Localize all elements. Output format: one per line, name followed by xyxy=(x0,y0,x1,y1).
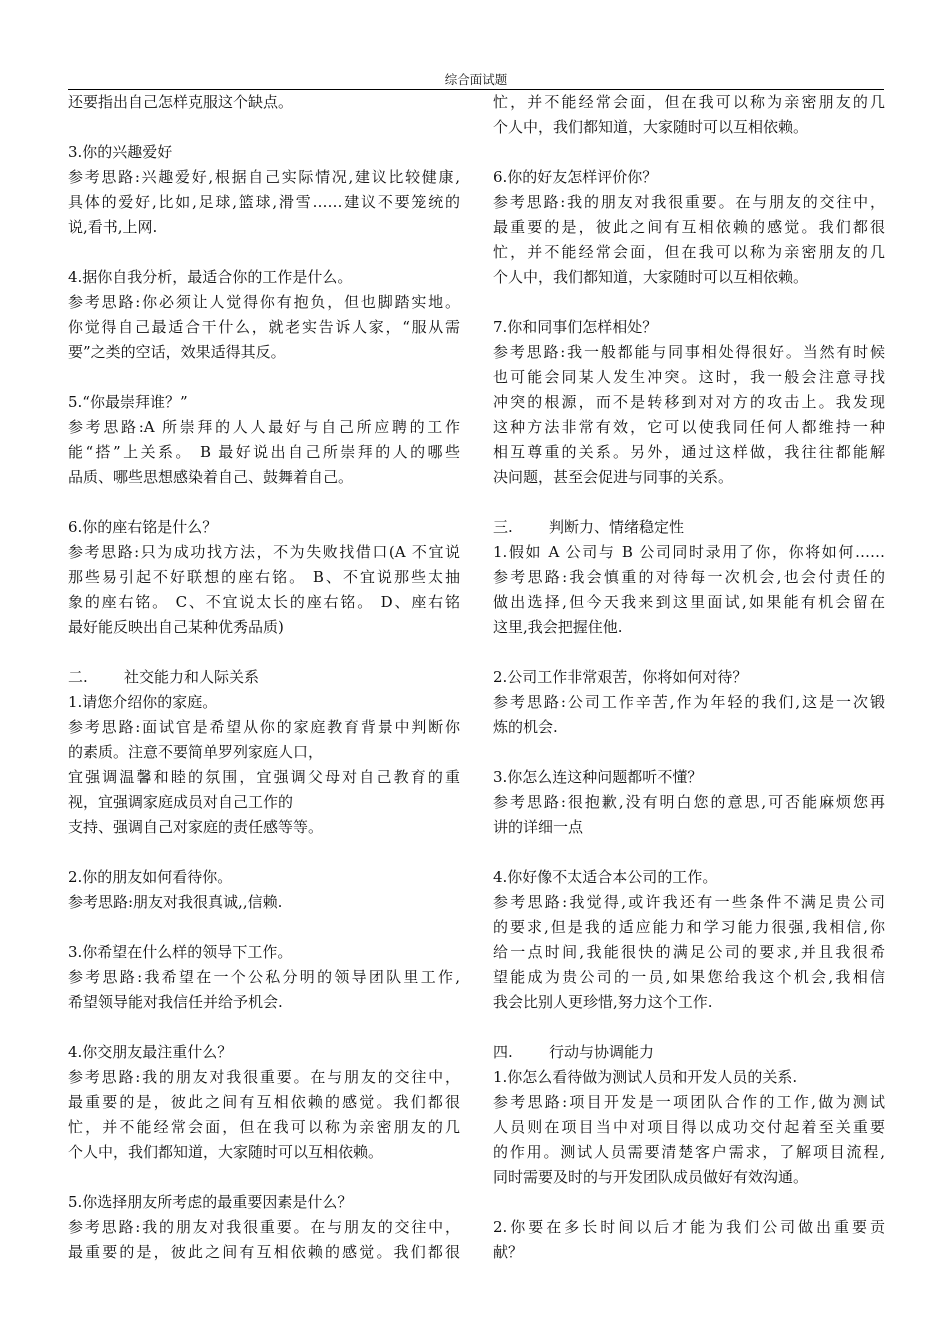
text-line: 能“搭”上关系。 B 最好说出自己所崇拜的人的哪些 xyxy=(68,443,460,461)
text-line: 相互尊重的关系。另外，通过这样做，我往往都能解 xyxy=(493,443,885,461)
text-line: 做出选择,但今天我来到这里面试,如果能有机会留在 xyxy=(493,593,885,611)
blank-line xyxy=(68,840,460,865)
text-line: 视，宜强调家庭成员对自己工作的 xyxy=(68,793,294,811)
text-line: 我会比别人更珍惜,努力这个工作. xyxy=(493,993,713,1011)
blank-line xyxy=(68,490,460,515)
blank-line xyxy=(68,1165,460,1190)
text-line: 参考思路:只为成功找方法，不为失败找借口(A 不宜说 xyxy=(68,543,460,561)
text-line: 炼的机会. xyxy=(493,718,558,736)
text-line: 说,看书,上网. xyxy=(68,218,158,236)
text-line: 4.你交朋友最注重什么？ xyxy=(68,1043,233,1061)
text-line: 象的座右铭。 C、不宜说太长的座右铭。 D、座右铭 xyxy=(68,593,460,611)
text-line: 同时需要及时的与开发团队成员做好有效沟通。 xyxy=(493,1168,809,1186)
blank-line xyxy=(68,1015,460,1040)
text-line: 个人中，我们都知道，大家随时可以互相依赖。 xyxy=(493,118,809,136)
text-line: 希望领导能对我信任并给予机会. xyxy=(68,993,283,1011)
text-line: 要”之类的空话，效果适得其反。 xyxy=(68,343,286,361)
text-line: 讲的详细一点 xyxy=(493,818,584,836)
section-title: 行动与协调能力 xyxy=(549,1043,655,1061)
section-heading xyxy=(493,515,885,540)
text-line: 忙，并不能经常会面，但在我可以称为亲密朋友的几 xyxy=(68,1118,460,1136)
section-title: 判断力、情绪稳定性 xyxy=(549,518,685,536)
text-line: 参考思路:我的朋友对我很重要。在与朋友的交往中， xyxy=(493,193,885,211)
right-column xyxy=(493,90,885,1265)
blank-line xyxy=(493,1190,885,1215)
text-line: 最好能反映出自己某种优秀品质) xyxy=(68,618,284,636)
text-line: 参考思路:我的朋友对我很重要。在与朋友的交往中， xyxy=(68,1068,460,1086)
text-line: 忙，并不能经常会面，但在我可以称为亲密朋友的几 xyxy=(493,243,885,261)
text-line: 7.你和同事们怎样相处？ xyxy=(493,318,658,336)
text-line: 这种方法非常有效，它可以使我同任何人都维持一种 xyxy=(493,418,885,436)
blank-line xyxy=(493,840,885,865)
text-line: 参考思路:我希望在一个公私分明的领导团队里工作, xyxy=(68,968,460,986)
text-line: 忙，并不能经常会面，但在我可以称为亲密朋友的几 xyxy=(493,93,885,111)
text-line: 4.据你自我分析，最适合你的工作是什么。 xyxy=(68,268,353,286)
text-line: 最重要的是，彼此之间有互相依赖的感觉。我们都很 xyxy=(68,1243,460,1261)
blank-line xyxy=(493,740,885,765)
blank-line xyxy=(493,290,885,315)
text-line: 最重要的是，彼此之间有互相依赖的感觉。我们都很 xyxy=(68,1093,460,1111)
text-line: 给一点时间,我能很快的满足公司的要求,并且我很希 xyxy=(493,943,885,961)
section-heading xyxy=(493,1040,885,1065)
text-line: 参考思路:公司工作辛苦,作为年轻的我们,这是一次锻 xyxy=(493,693,885,711)
text-line: 2.你的朋友如何看待你。 xyxy=(68,868,233,886)
text-line: 最重要的是，彼此之间有互相依赖的感觉。我们都很 xyxy=(493,218,885,236)
blank-line xyxy=(493,640,885,665)
text-line: 冲突的根源，而不是转移到对对方的攻击上。我发现 xyxy=(493,393,885,411)
text-line: 支持、强调自己对家庭的责任感等等。 xyxy=(68,818,324,836)
text-line: 5.“你最崇拜谁？” xyxy=(68,393,188,411)
text-line: 你觉得自己最适合干什么，就老实告诉人家，“服从需 xyxy=(68,318,460,336)
blank-line xyxy=(493,490,885,515)
blank-line xyxy=(68,115,460,140)
text-line: 参考思路:我觉得,或许我还有一些条件不满足贵公司 xyxy=(493,893,885,911)
text-line: 参考思路:很抱歉,没有明白您的意思,可否能麻烦您再 xyxy=(493,793,885,811)
text-line: 的要求,但是我的适应能力和学习能力很强,我相信,你 xyxy=(493,918,885,936)
text-line: 6.你的好友怎样评价你？ xyxy=(493,168,658,186)
text-line: 3.你怎么连这种问题都听不懂？ xyxy=(493,768,703,786)
text-line: 宜强调温馨和睦的氛围，宜强调父母对自己教育的重 xyxy=(68,768,460,786)
text-line: 的作用。测试人员需要清楚客户需求，了解项目流程, xyxy=(493,1143,885,1161)
text-line: 6.你的座右铭是什么？ xyxy=(68,518,218,536)
blank-line xyxy=(68,915,460,940)
text-line: 参考思路:朋友对我很真诚,,信赖. xyxy=(68,893,283,911)
text-line: 参考思路:我的朋友对我很重要。在与朋友的交往中， xyxy=(68,1218,460,1236)
text-line: 参考思路:A 所崇拜的人人最好与自己所应聘的工作 xyxy=(68,418,460,436)
text-line: 具体的爱好,比如,足球,篮球,滑雪……建议不要笼统的 xyxy=(68,193,460,211)
text-line: 1.请您介绍你的家庭。 xyxy=(68,693,218,711)
text-line: 决问题，甚至会促进与同事的关系。 xyxy=(493,468,734,486)
blank-line xyxy=(68,640,460,665)
blank-line xyxy=(493,140,885,165)
blank-line xyxy=(493,1015,885,1040)
text-line: 4.你好像不太适合本公司的工作。 xyxy=(493,868,718,886)
text-line: 品质、哪些思想感染着自己、鼓舞着自己。 xyxy=(68,468,354,486)
section-heading xyxy=(68,665,460,690)
text-line: 参考思路:项目开发是一项团队合作的工作,做为测试 xyxy=(493,1093,885,1111)
text-line: 个人中，我们都知道，大家随时可以互相依赖。 xyxy=(68,1143,384,1161)
left-column xyxy=(68,90,460,1265)
text-line: 的素质。注意不要简单罗列家庭人口， xyxy=(68,743,324,761)
section-number: 二. xyxy=(68,668,88,686)
text-line: 参考思路:你必须让人觉得你有抱负，但也脚踏实地。 xyxy=(68,293,460,311)
blank-line xyxy=(68,365,460,390)
text-line: 参考思路:我会慎重的对待每一次机会,也会付责任的 xyxy=(493,568,885,586)
text-line: 3.你的兴趣爱好 xyxy=(68,143,173,161)
section-title: 社交能力和人际关系 xyxy=(124,668,260,686)
text-line: 2.你要在多长时间以后才能为我们公司做出重要贡 xyxy=(493,1218,885,1236)
text-line: 2.公司工作非常艰苦，你将如何对待？ xyxy=(493,668,748,686)
text-line: 那些易引起不好联想的座右铭。 B、不宜说那些太抽 xyxy=(68,568,460,586)
blank-line xyxy=(68,240,460,265)
text-line: 3.你希望在什么样的领导下工作。 xyxy=(68,943,293,961)
text-line: 这里,我会把握住他. xyxy=(493,618,623,636)
text-line: 也可能会同某人发生冲突。这时，我一般会注意寻找 xyxy=(493,368,885,386)
text-line: 人员则在项目当中对项目得以成功交付起着至关重要 xyxy=(493,1118,885,1136)
section-number: 三. xyxy=(493,518,513,536)
text-line: 还要指出自己怎样克服这个缺点。 xyxy=(68,93,294,111)
text-line: 1.你怎么看待做为测试人员和开发人员的关系. xyxy=(493,1068,798,1086)
text-line: 1.假如 A 公司与 B 公司同时录用了你，你将如何…… xyxy=(493,543,885,561)
text-line: 个人中，我们都知道，大家随时可以互相依赖。 xyxy=(493,268,809,286)
text-line: 献？ xyxy=(493,1243,524,1261)
text-line: 参考思路:面试官是希望从你的家庭教育背景中判断你 xyxy=(68,718,460,736)
text-line: 5.你选择朋友所考虑的最重要因素是什么？ xyxy=(68,1193,353,1211)
text-line: 望能成为贵公司的一员,如果您给我这个机会,我相信 xyxy=(493,968,885,986)
page-header: 综合面试题 xyxy=(444,72,508,87)
section-number: 四. xyxy=(493,1043,513,1061)
text-line: 参考思路:兴趣爱好,根据自己实际情况,建议比较健康, xyxy=(68,168,460,186)
text-line: 参考思路:我一般都能与同事相处得很好。当然有时候 xyxy=(493,343,885,361)
